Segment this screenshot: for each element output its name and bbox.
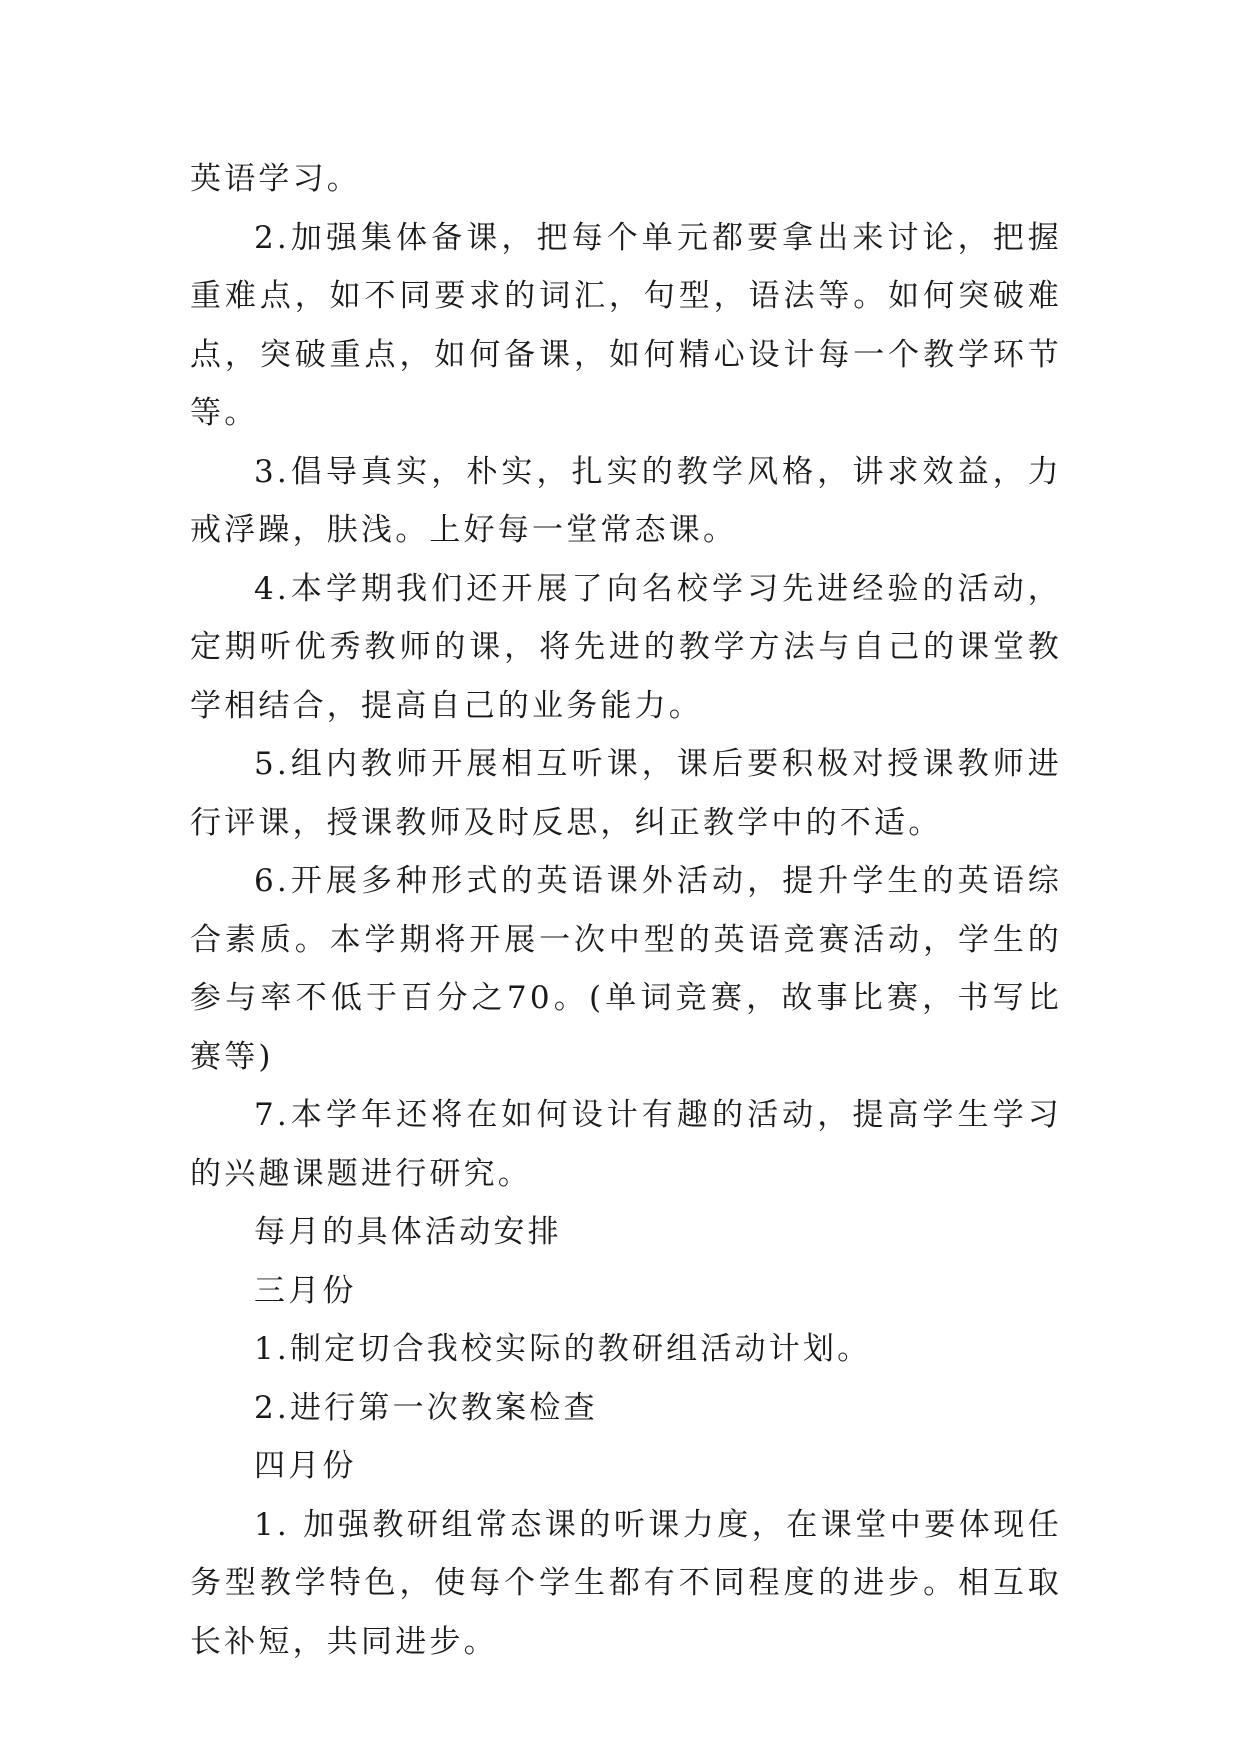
- paragraph-item-3: 3.倡导真实，朴实，扎实的教学风格，讲求效益，力戒浮躁，肤浅。上好每一堂常态课。: [190, 453, 1062, 548]
- paragraph-item-6: 6.开展多种形式的英语课外活动，提升学生的英语综合素质。本学期将开展一次中型的英语竞赛活动，学生的参与率不低于百分之70。(单词竞赛，故事比赛，书写比赛等): [190, 863, 1062, 1075]
- march-item-2: 2.进行第一次教案检查: [254, 1389, 598, 1426]
- section-heading-monthly-plan: 每月的具体活动安排: [254, 1214, 562, 1250]
- paragraph-item-2: 2.加强集体备课，把每个单元都要拿出来讨论，把握重难点，如不同要求的词汇，句型，语法等。如何突破难点，突破重点，如何备课，如何精心设计每一个教学环节等。: [190, 219, 1062, 431]
- paragraph-continuation: 英语学习。: [190, 161, 361, 197]
- paragraph-item-4: 4.本学期我们还开展了向名校学习先进经验的活动，定期听优秀教师的课，将先进的教学方法与自己的课堂教学相结合，提高自己的业务能力。: [190, 570, 1062, 724]
- march-item-1: 1.制定切合我校实际的教研组活动计划。: [254, 1331, 872, 1367]
- paragraph-item-7: 7.本学年还将在如何设计有趣的活动，提高学生学习的兴趣课题进行研究。: [190, 1097, 1062, 1192]
- month-heading-april: 四月份: [254, 1448, 357, 1484]
- april-item-1: 1. 加强教研组常态课的听课力度，在课堂中要体现任务型教学特色，使每个学生都有不同程度的进步。相互取长补短，共同进步。: [190, 1506, 1062, 1660]
- month-heading-march: 三月份: [254, 1272, 357, 1309]
- paragraph-item-5: 5.组内教师开展相互听课，课后要积极对授课教师进行评课，授课教师及时反思，纠正教学中的不适。: [190, 746, 1062, 841]
- document-body: [190, 150, 1062, 1671]
